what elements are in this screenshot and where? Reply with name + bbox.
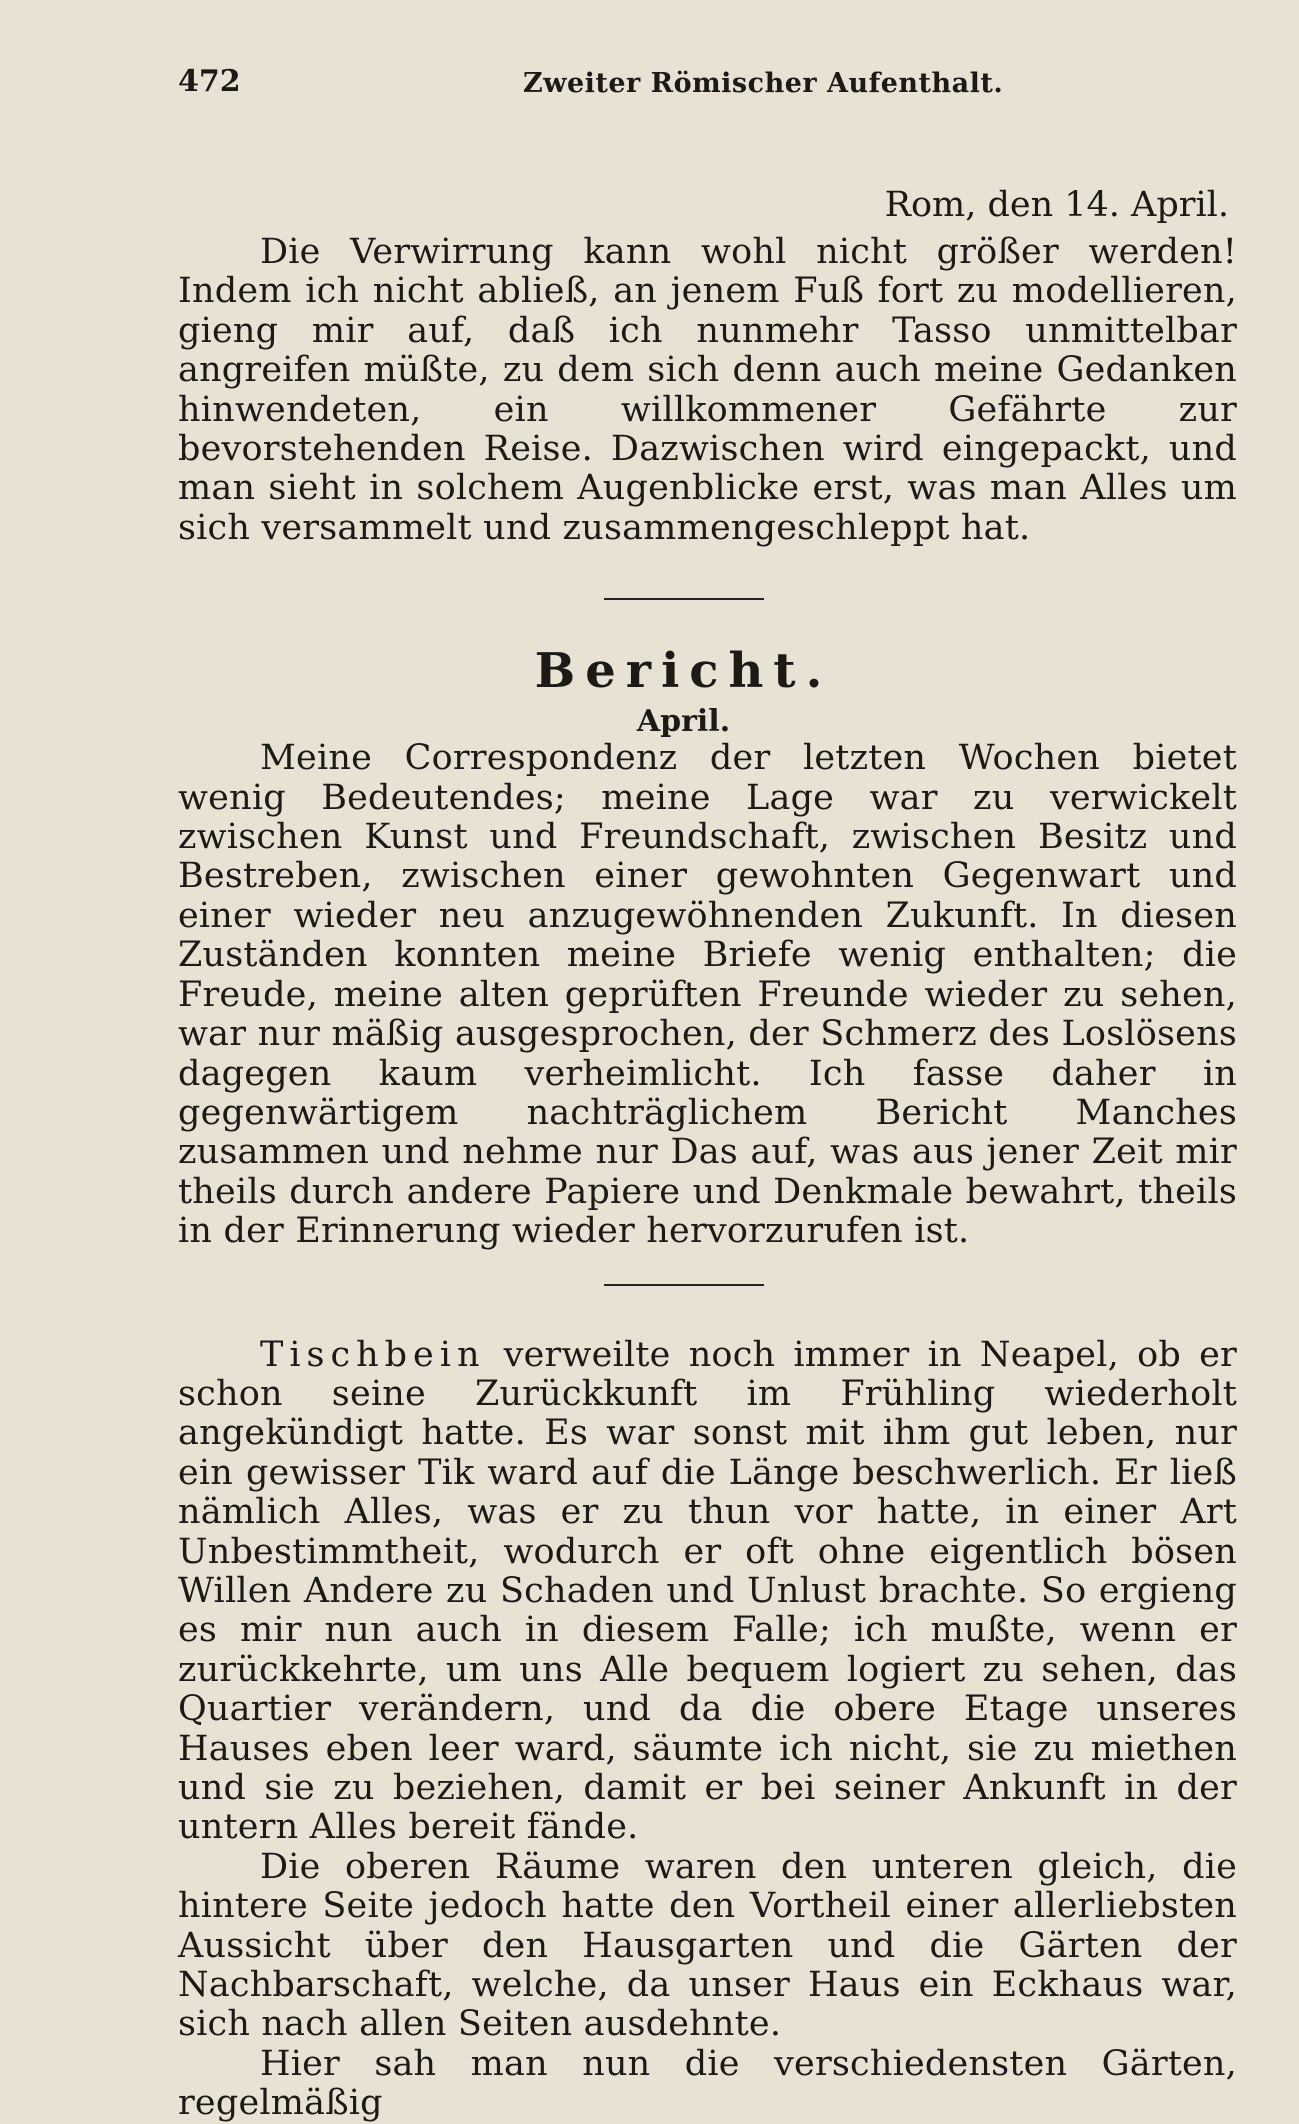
body-paragraph-1 xyxy=(178,1336,1237,1848)
body-paragraph-2: Die oberen Räume waren den unteren gleich, die hintere Seite jedoch hatte den Vortheil einer allerliebsten Aussicht über den Hausgarten und die Gärten der Nachbarschaft, welche, da unser Haus ein Eckhaus war, sich nach allen Seiten ausdehnte. xyxy=(178,1846,1237,2045)
section-divider xyxy=(604,598,764,600)
section-subtitle: April. xyxy=(636,704,731,740)
running-head: Zweiter Römischer Aufenthalt. xyxy=(523,68,1004,99)
name-tischbein: Tischbein xyxy=(260,1334,486,1375)
section-divider-2 xyxy=(604,1284,764,1286)
dateline: Rom, den 14. April. xyxy=(884,185,1229,225)
section-title: Bericht. xyxy=(534,643,833,700)
letter-paragraph: Die Verwirrung kann wohl nicht größer werden! Indem ich nicht abließ, an jenem Fuß fort zu modellieren, gieng mir auf, daß ich nunmehr Tasso unmittelbar angreifen müßte, zu dem sich denn auch meine Gedanken hinwendeten, ein willkommener Gefährte zur bevorstehenden Reise. Dazwischen wird eingepackt, und man sieht in solchem Augenblicke erst, was man Alles um sich versammelt und zusammengeschleppt hat. xyxy=(178,232,1237,548)
body-paragraph-1-text: verweilte noch immer in Neapel, ob er schon seine Zurückkunft im Frühling wiederholt angekündigt hatte. Es war sonst mit ihm gut leben, nur ein gewisser Tik ward auf die Länge beschwerlich. Er ließ nämlich Alles, was er zu thun vor hatte, in einer Art Unbestimmtheit, wodurch er oft ohne eigentlich bösen Willen Andere zu Schaden und Unlust brachte. So ergieng es mir nun auch in diesem Falle; ich mußte, wenn er zurückkehrte, um uns Alle bequem logiert zu sehen, das Quartier verändern, und da die obere Etage unseres Hauses eben leer ward, säumte ich nicht, sie zu miethen und sie zu beziehen, damit er bei seiner Ankunft in der untern Alles bereit fände. xyxy=(178,1334,1237,1848)
body-paragraph-3: Hier sah man nun die verschiedensten Gärten, regelmäßig xyxy=(178,2043,1237,2124)
page-header xyxy=(178,64,1237,114)
page-number: 472 xyxy=(178,64,241,99)
report-paragraph: Meine Correspondenz der letzten Wochen bietet wenig Bedeutendes; meine Lage war zu verwickelt zwischen Kunst und Freundschaft, zwischen Besitz und Bestreben, zwischen einer gewohnten Gegenwart und einer wieder neu anzugewöhnenden Zukunft. In diesen Zuständen konnten meine Briefe wenig enthalten; die Freude, meine alten geprüften Freunde wieder zu sehen, war nur mäßig ausgesprochen, der Schmerz des Loslösens dagegen kaum verheimlicht. Ich fasse daher in gegenwärtigem nachträglichem Bericht Manches zusammen und nehme nur Das auf, was aus jener Zeit mir theils durch andere Papiere und Denkmale bewahrt, theils in der Erinnerung wieder hervorzurufen ist. xyxy=(178,738,1237,1252)
